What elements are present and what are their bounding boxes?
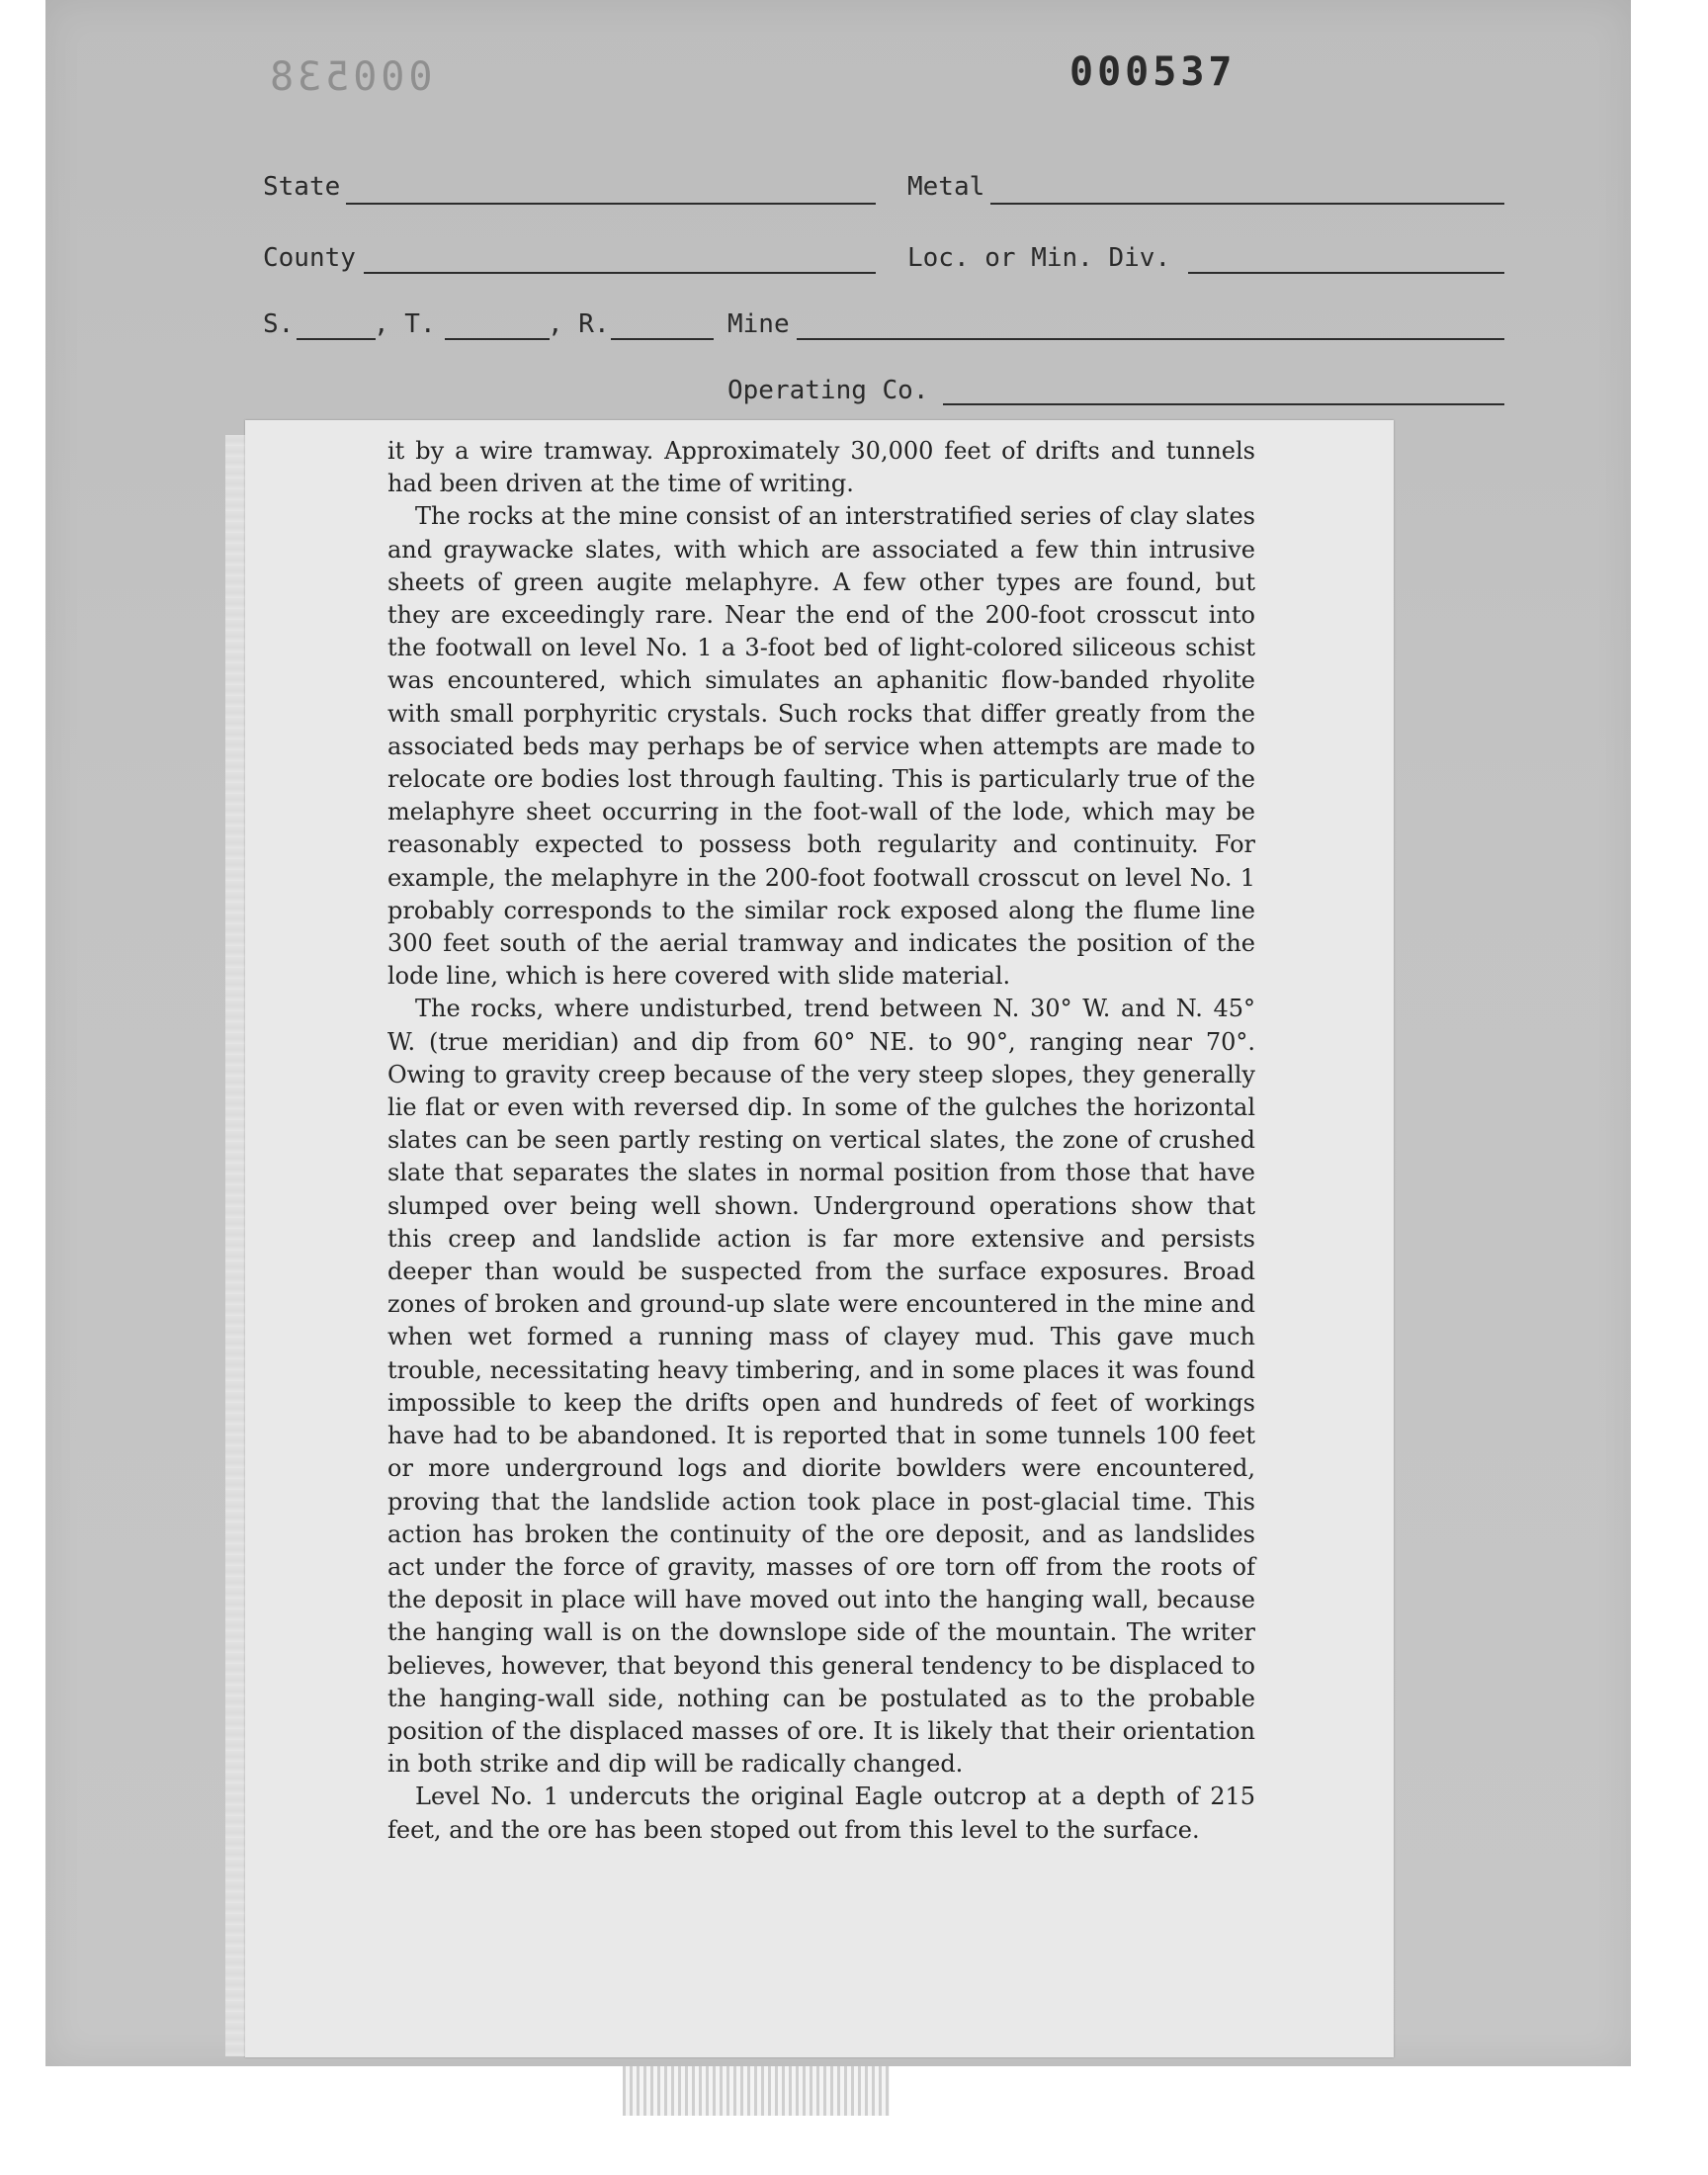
- paragraph-4: Level No. 1 undercuts the original Eagle outcrop at a depth of 215 feet, and the ore has been stoped out from this level to the surface.: [387, 1783, 1255, 1844]
- scan-artifact-strip: [623, 2066, 890, 2116]
- state-label: State: [263, 172, 341, 202]
- page-number-stamp: 000537: [1069, 49, 1237, 95]
- metal-label: Metal: [907, 172, 985, 202]
- section-field-line[interactable]: [297, 338, 376, 340]
- township-field-line[interactable]: [445, 338, 550, 340]
- range-label: , R.: [548, 309, 610, 339]
- paragraph-2: The rocks at the mine consist of an interstratified series of clay slates and graywacke slates, with which are associated a few thin intrusive sheets of green augite melaphyre. A few other types are found, but they are exceedingly rare. Near the end of the 200-foot crosscut into the footwall on level No. 1 a 3-foot bed of light-colored siliceous schist was encountered, which simulates an aphanitic flow-banded rhyolite with small porphyritic crystals. Such rocks that differ greatly from the associated beds may perhaps be of service when attempts are made to relocate ore bodies lost through faulting. This is particularly true of the melaphyre sheet occurring in the foot-wall of the lode, which may be reasonably expected to possess both regularity and continuity. For example, the melaphyre in the 200-foot footwall crosscut on level No. 1 probably corresponds to the similar rock exposed along the flume line 300 feet south of the aerial tramway and indicates the position of the lode line, which is here covered with slide material.: [387, 502, 1255, 991]
- clipping-text: [387, 435, 1255, 1847]
- paragraph-1: it by a wire tramway. Approximately 30,000 feet of drifts and tunnels had been driven at the time of writing.: [387, 437, 1255, 498]
- loc-min-div-field-line[interactable]: [1188, 272, 1504, 274]
- loc-min-div-label: Loc. or Min. Div.: [907, 243, 1171, 273]
- county-field-line[interactable]: [364, 272, 876, 274]
- operating-co-label: Operating Co.: [727, 376, 929, 405]
- mine-label: Mine: [727, 309, 790, 339]
- paragraph-3: The rocks, where undisturbed, trend between N. 30° W. and N. 45° W. (true meridian) and dip from 60° NE. to 90°, ranging near 70°. Owing to gravity creep because of the very steep slopes, they generally lie flat or even with reversed dip. In some of the gulches the horizontal slates can be seen partly resting on vertical slates, the zone of crushed slate that separates the slates in normal position from those that have slumped over being well shown. Underground operations show that this creep and landslide action is far more extensive and persists deeper than would be suspected from the surface exposures. Broad zones of broken and ground-up slate were encountered in the mine and when wet formed a running mass of clayey mud. This gave much trouble, necessitating heavy timbering, and in some places it was found impossible to keep the drifts open and hundreds of feet of workings have had to be abandoned. It is reported that in some tunnels 100 feet or more underground logs and diorite bowlders were encountered, proving that the landslide action took place in post-glacial time. This action has broken the continuity of the ore deposit, and as landslides act under the force of gravity, masses of ore torn off from the roots of the deposit in place will have moved out into the hanging wall, because the hanging wall is on the downslope side of the mountain. The writer believes, however, that beyond this general tendency to be displaced to the hanging-wall side, nothing can be postulated as to the probable position of the displaced masses of ore. It is likely that their orientation in both strike and dip will be radically changed.: [387, 995, 1255, 1779]
- operating-co-field-line[interactable]: [943, 403, 1504, 405]
- metal-field-line[interactable]: [990, 203, 1504, 205]
- county-label: County: [263, 243, 356, 273]
- mine-field-line[interactable]: [797, 338, 1504, 340]
- range-field-line[interactable]: [611, 338, 714, 340]
- faded-page-number-stamp: 000538: [266, 54, 433, 100]
- state-field-line[interactable]: [346, 203, 876, 205]
- section-label: S.: [263, 309, 295, 339]
- township-label: , T.: [374, 309, 436, 339]
